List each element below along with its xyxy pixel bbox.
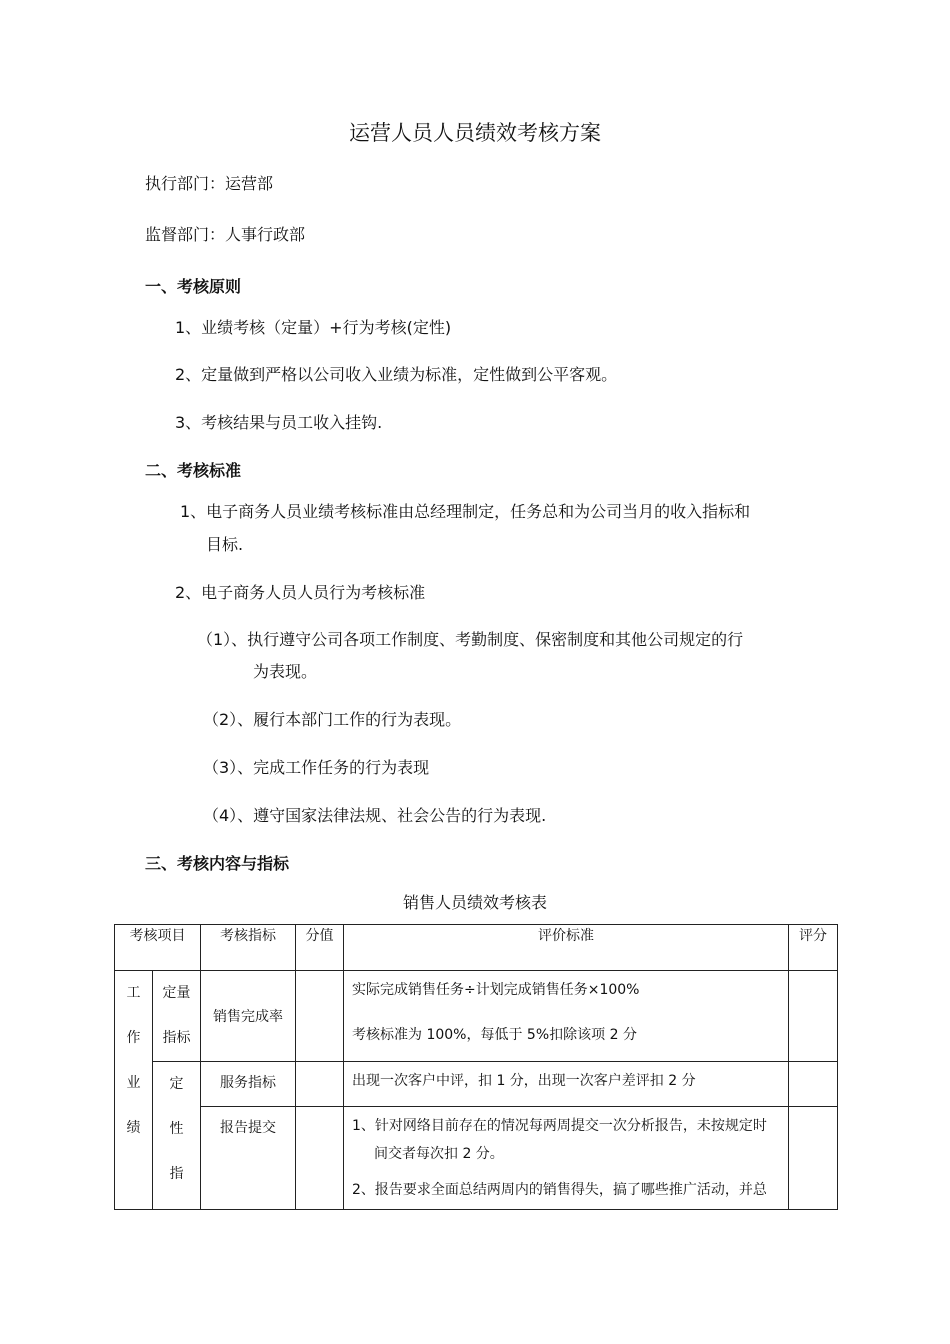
- indicator-sales-completion: 销售完成率: [201, 971, 296, 1062]
- table-header-row: [115, 925, 838, 971]
- principle-item-1: 1、业绩考核（定量）+行为考核(定性): [175, 318, 452, 337]
- behavior-sub-3: （3）、完成工作任务的行为表现: [203, 758, 430, 777]
- standard-item-1-line2: 目标.: [206, 535, 244, 554]
- standard-item-2: 2、电子商务人员人员行为考核标准: [175, 583, 426, 602]
- indicator-service: 服务指标: [201, 1062, 296, 1107]
- principle-item-3: 3、考核结果与员工收入挂钩.: [175, 413, 383, 432]
- work-performance-group: 工 作 业 绩: [115, 971, 153, 1210]
- section-3-heading: 三、考核内容与指标: [145, 854, 290, 873]
- header-indicator: 考核指标: [201, 925, 296, 971]
- header-score-value: 分值: [296, 925, 344, 971]
- page-title: 运营人员人员绩效考核方案: [349, 121, 601, 145]
- header-criteria: 评价标准: [344, 925, 789, 971]
- score-value-cell: [296, 1062, 344, 1107]
- standard-item-1-line1: 1、电子商务人员业绩考核标准由总经理制定，任务总和为公司当月的收入指标和: [180, 502, 751, 521]
- criteria-cell: 实际完成销售任务÷计划完成销售任务×100% 考核标准为 100%，每低于 5%扣除该项 2 分: [344, 971, 789, 1062]
- rating-cell: [789, 1107, 838, 1210]
- header-rating: 评分: [789, 925, 838, 971]
- behavior-sub-2: （2）、履行本部门工作的行为表现。: [203, 710, 462, 729]
- behavior-sub-1-line1: （1）、执行遵守公司各项工作制度、考勤制度、保密制度和其他公司规定的行: [197, 630, 744, 649]
- table-row: [115, 1107, 838, 1210]
- supervise-dept: 监督部门：人事行政部: [145, 225, 306, 244]
- principle-item-2: 2、定量做到严格以公司收入业绩为标准，定性做到公平客观。: [175, 365, 618, 384]
- score-value-cell: [296, 1107, 344, 1210]
- score-value-cell: [296, 971, 344, 1062]
- behavior-sub-1-line2: 为表现。: [253, 662, 318, 681]
- table-title: 销售人员绩效考核表: [402, 893, 547, 912]
- table-row: [115, 1062, 838, 1107]
- section-1-heading: 一、考核原则: [145, 277, 242, 296]
- exec-dept: 执行部门：运营部: [145, 174, 274, 193]
- table-row: [115, 971, 838, 1062]
- behavior-sub-4: （4）、遵守国家法律法规、社会公告的行为表现.: [203, 806, 547, 825]
- qualitative-indicator-label: 定 性 指: [153, 1062, 201, 1210]
- quantitative-indicator-label: 定量 指标: [153, 971, 201, 1062]
- section-2-heading: 二、考核标准: [145, 461, 242, 480]
- criteria-cell: 出现一次客户中评，扣 1 分，出现一次客户差评扣 2 分: [344, 1062, 789, 1107]
- rating-cell: [789, 971, 838, 1062]
- header-item: 考核项目: [115, 925, 201, 971]
- criteria-cell: 1、针对网络目前存在的情况每两周提交一次分析报告，未按规定时 间交者每次扣 2 分。 2、报告要求全面总结两周内的销售得失，搞了哪些推广活动，并总: [344, 1107, 789, 1210]
- performance-table: [114, 924, 838, 1210]
- indicator-report-submission: 报告提交: [201, 1107, 296, 1210]
- rating-cell: [789, 1062, 838, 1107]
